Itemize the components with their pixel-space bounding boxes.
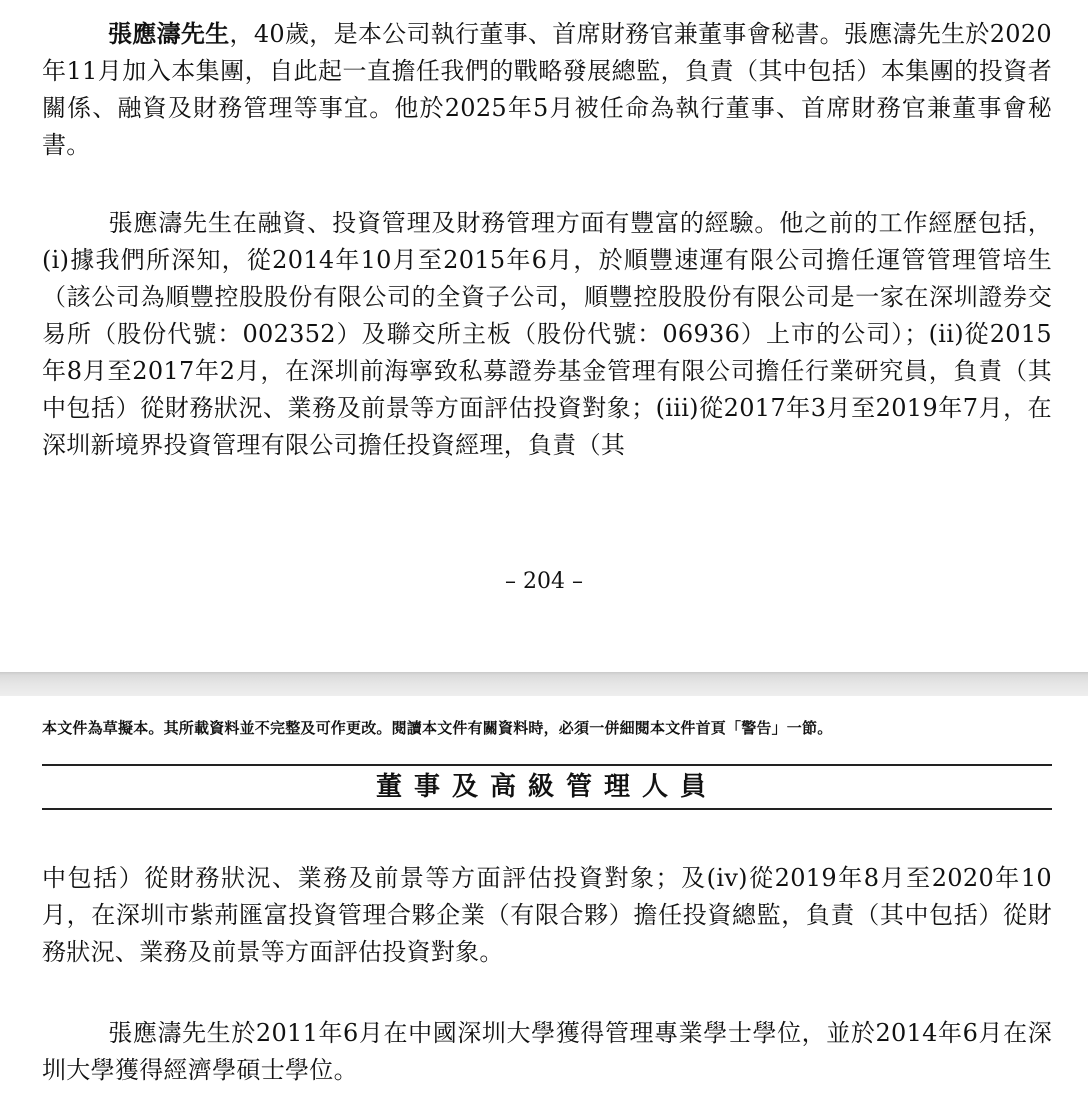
- paragraph-2-text: 張應濤先生在融資、投資管理及財務管理方面有豐富的經驗。他之前的工作經歷包括，(i)據我們所深知，從2014年10月至2015年6月，於順豐速運有限公司擔任運管管理管培生（該公司為順豐控股股份有限公司的全資子公司，順豐控股股份有限公司是一家在深圳證券交易所（股份代號：002352）及聯交所主板（股份代號：06936）上市的公司）；(ii)從2015年8月至2017年2月，在深圳前海寧致私募證券基金管理有限公司擔任行業研究員，負責（其中包括）從財務狀況、業務及前景等方面評估投資對象；(iii)從2017年3月至2019年7月，在深圳新境界投資管理有限公司擔任投資經理，負責（其: [42, 209, 1052, 459]
- biography-paragraph-2: [42, 205, 1052, 464]
- paragraph-4-text: 張應濤先生於2011年6月在中國深圳大學獲得管理專業學士學位，並於2014年6月在深圳大學獲得經濟學碩士學位。: [42, 1019, 1052, 1084]
- page-separator: [0, 672, 1088, 696]
- biography-paragraph-4: [42, 1015, 1052, 1089]
- page-number: – 204 –: [505, 569, 583, 594]
- biography-paragraph-3: 中包括）從財務狀況、業務及前景等方面評估投資對象；及(iv)從2019年8月至2020年10月，在深圳市紫荊匯富投資管理合夥企業（有限合夥）擔任投資總監，負責（其中包括）從財務狀況、業務及前景等方面評估投資對象。: [42, 864, 1052, 966]
- draft-disclaimer: 本文件為草擬本。其所載資料並不完整及可作更改。閱讀本文件有關資料時，必須一併細閱本文件首頁「警告」一節。: [42, 719, 833, 737]
- biography-paragraph-1: [42, 15, 1052, 164]
- header-rule-bottom: [42, 808, 1052, 810]
- section-title: 董事及高級管理人員: [375, 772, 718, 802]
- paragraph-1-text: ，40歲，是本公司執行董事、首席財務官兼董事會秘書。張應濤先生於2020年11月加入本集團，自此起一直擔任我們的戰略發展總監，負責（其中包括）本集團的投資者關係、融資及財務管理等事宜。他於2025年5月被任命為執行董事、首席財務官兼董事會秘書。: [42, 20, 1052, 159]
- header-rule-top: [42, 764, 1052, 766]
- person-name: 張應濤先生: [108, 19, 230, 48]
